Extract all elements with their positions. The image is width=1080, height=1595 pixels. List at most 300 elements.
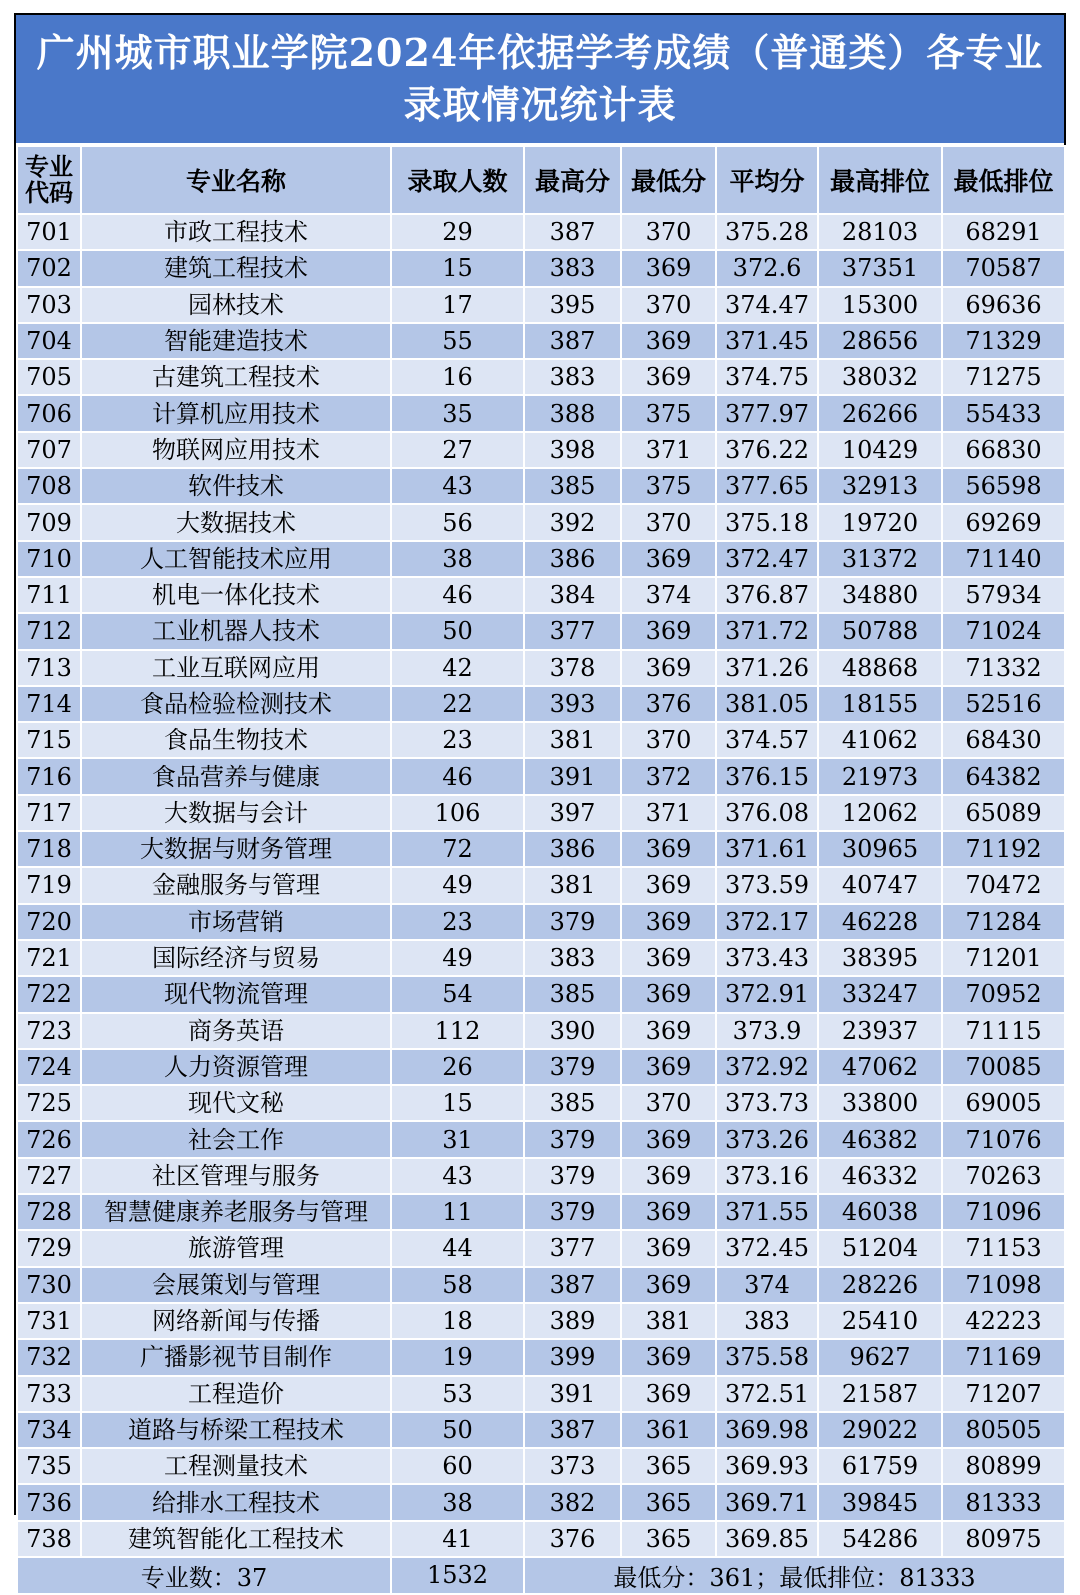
cell-max-score: 383: [524, 250, 621, 286]
cell-code: 715: [17, 722, 81, 758]
cell-avg-score: 372.92: [716, 1049, 818, 1085]
cell-max-rank: 26266: [818, 395, 942, 431]
table-row: [17, 758, 1065, 794]
cell-avg-score: 374: [716, 1267, 818, 1303]
cell-admitted: 29: [391, 214, 524, 250]
cell-admitted: 50: [391, 613, 524, 649]
cell-admitted: 50: [391, 1412, 524, 1448]
table-row: [17, 686, 1065, 722]
table-row: [17, 287, 1065, 323]
cell-max-score: 377: [524, 1230, 621, 1266]
cell-name: 市场营销: [81, 904, 391, 940]
cell-min-score: 370: [621, 287, 716, 323]
cell-max-rank: 38395: [818, 940, 942, 976]
cell-min-rank: 55433: [942, 395, 1065, 431]
cell-admitted: 19: [391, 1339, 524, 1375]
cell-min-rank: 80899: [942, 1448, 1065, 1484]
cell-name: 工业机器人技术: [81, 613, 391, 649]
cell-max-rank: 28226: [818, 1267, 942, 1303]
cell-code: 735: [17, 1448, 81, 1484]
footer-summary: 最低分：361；最低排位：81333: [524, 1557, 1065, 1594]
cell-min-score: 365: [621, 1521, 716, 1557]
cell-code: 736: [17, 1484, 81, 1520]
cell-avg-score: 372.17: [716, 904, 818, 940]
cell-avg-score: 371.61: [716, 831, 818, 867]
cell-max-score: 397: [524, 795, 621, 831]
cell-admitted: 23: [391, 722, 524, 758]
footer-total-admitted: 1532: [391, 1557, 524, 1594]
cell-avg-score: 381.05: [716, 686, 818, 722]
cell-min-score: 369: [621, 867, 716, 903]
cell-max-rank: 18155: [818, 686, 942, 722]
table-row: [17, 323, 1065, 359]
cell-code: 705: [17, 359, 81, 395]
cell-name: 食品营养与健康: [81, 758, 391, 794]
cell-min-score: 369: [621, 323, 716, 359]
cell-code: 730: [17, 1267, 81, 1303]
header-max-rank: 最高排位: [818, 146, 942, 214]
admission-table: [16, 145, 1066, 1595]
cell-min-rank: 70263: [942, 1158, 1065, 1194]
table-row: [17, 613, 1065, 649]
cell-min-rank: 71096: [942, 1194, 1065, 1230]
cell-avg-score: 371.55: [716, 1194, 818, 1230]
cell-avg-score: 374.57: [716, 722, 818, 758]
cell-min-rank: 57934: [942, 577, 1065, 613]
cell-avg-score: 373.16: [716, 1158, 818, 1194]
cell-max-rank: 51204: [818, 1230, 942, 1266]
cell-name: 大数据与会计: [81, 795, 391, 831]
cell-min-rank: 52516: [942, 686, 1065, 722]
cell-code: 708: [17, 468, 81, 504]
cell-max-rank: 9627: [818, 1339, 942, 1375]
cell-avg-score: 376.87: [716, 577, 818, 613]
cell-admitted: 11: [391, 1194, 524, 1230]
cell-avg-score: 371.45: [716, 323, 818, 359]
cell-avg-score: 369.93: [716, 1448, 818, 1484]
cell-admitted: 23: [391, 904, 524, 940]
cell-max-rank: 28103: [818, 214, 942, 250]
cell-min-score: 371: [621, 432, 716, 468]
cell-max-score: 393: [524, 686, 621, 722]
table-row: [17, 1303, 1065, 1339]
cell-name: 软件技术: [81, 468, 391, 504]
cell-min-rank: 65089: [942, 795, 1065, 831]
header-admitted: 录取人数: [391, 146, 524, 214]
cell-min-rank: 68291: [942, 214, 1065, 250]
cell-min-rank: 69636: [942, 287, 1065, 323]
cell-max-score: 387: [524, 1267, 621, 1303]
cell-name: 现代文秘: [81, 1085, 391, 1121]
cell-code: 710: [17, 541, 81, 577]
cell-max-rank: 46382: [818, 1121, 942, 1157]
cell-min-rank: 42223: [942, 1303, 1065, 1339]
table-body: [17, 214, 1065, 1557]
cell-code: 704: [17, 323, 81, 359]
cell-name: 会展策划与管理: [81, 1267, 391, 1303]
cell-min-score: 369: [621, 1376, 716, 1412]
cell-code: 724: [17, 1049, 81, 1085]
cell-admitted: 26: [391, 1049, 524, 1085]
cell-max-rank: 33800: [818, 1085, 942, 1121]
cell-max-score: 379: [524, 1194, 621, 1230]
cell-min-score: 369: [621, 1267, 716, 1303]
cell-min-score: 371: [621, 795, 716, 831]
cell-admitted: 58: [391, 1267, 524, 1303]
cell-min-rank: 71076: [942, 1121, 1065, 1157]
cell-code: 707: [17, 432, 81, 468]
cell-admitted: 106: [391, 795, 524, 831]
cell-max-rank: 48868: [818, 650, 942, 686]
cell-max-score: 379: [524, 904, 621, 940]
cell-admitted: 53: [391, 1376, 524, 1412]
cell-avg-score: 371.72: [716, 613, 818, 649]
cell-code: 725: [17, 1085, 81, 1121]
table-row: [17, 867, 1065, 903]
cell-name: 网络新闻与传播: [81, 1303, 391, 1339]
cell-code: 722: [17, 976, 81, 1012]
cell-code: 738: [17, 1521, 81, 1557]
cell-code: 716: [17, 758, 81, 794]
cell-min-rank: 71153: [942, 1230, 1065, 1266]
cell-min-score: 374: [621, 577, 716, 613]
cell-min-score: 369: [621, 1230, 716, 1266]
cell-avg-score: 374.75: [716, 359, 818, 395]
table-row: [17, 577, 1065, 613]
cell-max-score: 376: [524, 1521, 621, 1557]
cell-max-score: 378: [524, 650, 621, 686]
table-row: [17, 432, 1065, 468]
cell-avg-score: 375.18: [716, 504, 818, 540]
cell-min-score: 369: [621, 1121, 716, 1157]
cell-max-score: 383: [524, 940, 621, 976]
table-row: [17, 1013, 1065, 1049]
cell-avg-score: 376.15: [716, 758, 818, 794]
table-row: [17, 831, 1065, 867]
cell-min-score: 370: [621, 214, 716, 250]
cell-min-score: 369: [621, 541, 716, 577]
cell-max-score: 387: [524, 214, 621, 250]
cell-min-rank: 70952: [942, 976, 1065, 1012]
cell-code: 711: [17, 577, 81, 613]
table-row: [17, 1194, 1065, 1230]
cell-avg-score: 372.6: [716, 250, 818, 286]
cell-min-score: 369: [621, 1013, 716, 1049]
header-row: [17, 146, 1065, 214]
cell-max-score: 377: [524, 613, 621, 649]
cell-avg-score: 377.97: [716, 395, 818, 431]
cell-code: 703: [17, 287, 81, 323]
cell-admitted: 15: [391, 1085, 524, 1121]
cell-min-rank: 71275: [942, 359, 1065, 395]
cell-max-score: 387: [524, 323, 621, 359]
cell-min-rank: 71140: [942, 541, 1065, 577]
cell-max-score: 390: [524, 1013, 621, 1049]
cell-min-score: 369: [621, 831, 716, 867]
cell-max-rank: 34880: [818, 577, 942, 613]
cell-code: 726: [17, 1121, 81, 1157]
cell-name: 人力资源管理: [81, 1049, 391, 1085]
cell-name: 市政工程技术: [81, 214, 391, 250]
header-max-score: 最高分: [524, 146, 621, 214]
cell-min-score: 369: [621, 1194, 716, 1230]
cell-min-rank: 66830: [942, 432, 1065, 468]
cell-avg-score: 375.58: [716, 1339, 818, 1375]
cell-min-rank: 71192: [942, 831, 1065, 867]
cell-min-rank: 70472: [942, 867, 1065, 903]
cell-max-rank: 30965: [818, 831, 942, 867]
cell-min-score: 369: [621, 940, 716, 976]
cell-max-score: 373: [524, 1448, 621, 1484]
cell-max-score: 391: [524, 758, 621, 794]
cell-code: 718: [17, 831, 81, 867]
cell-avg-score: 376.22: [716, 432, 818, 468]
cell-admitted: 38: [391, 541, 524, 577]
cell-name: 食品生物技术: [81, 722, 391, 758]
cell-avg-score: 371.26: [716, 650, 818, 686]
cell-min-score: 369: [621, 904, 716, 940]
cell-code: 714: [17, 686, 81, 722]
table-row: [17, 468, 1065, 504]
cell-min-rank: 71329: [942, 323, 1065, 359]
table-row: [17, 359, 1065, 395]
cell-min-score: 365: [621, 1448, 716, 1484]
cell-name: 大数据与财务管理: [81, 831, 391, 867]
cell-max-rank: 21973: [818, 758, 942, 794]
cell-max-score: 382: [524, 1484, 621, 1520]
cell-min-score: 370: [621, 504, 716, 540]
cell-min-score: 376: [621, 686, 716, 722]
cell-admitted: 17: [391, 287, 524, 323]
cell-max-rank: 12062: [818, 795, 942, 831]
cell-max-score: 398: [524, 432, 621, 468]
cell-admitted: 49: [391, 940, 524, 976]
cell-code: 712: [17, 613, 81, 649]
cell-name: 给排水工程技术: [81, 1484, 391, 1520]
cell-max-score: 386: [524, 831, 621, 867]
cell-code: 701: [17, 214, 81, 250]
cell-code: 719: [17, 867, 81, 903]
cell-name: 人工智能技术应用: [81, 541, 391, 577]
cell-min-rank: 71169: [942, 1339, 1065, 1375]
cell-name: 物联网应用技术: [81, 432, 391, 468]
cell-avg-score: 375.28: [716, 214, 818, 250]
table-row: [17, 1448, 1065, 1484]
table-row: [17, 1158, 1065, 1194]
cell-min-score: 369: [621, 650, 716, 686]
cell-avg-score: 372.45: [716, 1230, 818, 1266]
cell-admitted: 72: [391, 831, 524, 867]
cell-admitted: 46: [391, 758, 524, 794]
cell-avg-score: 373.59: [716, 867, 818, 903]
cell-admitted: 43: [391, 1158, 524, 1194]
cell-name: 古建筑工程技术: [81, 359, 391, 395]
cell-avg-score: 369.71: [716, 1484, 818, 1520]
cell-max-score: 385: [524, 468, 621, 504]
cell-code: 709: [17, 504, 81, 540]
header-name: 专业名称: [81, 146, 391, 214]
cell-admitted: 16: [391, 359, 524, 395]
cell-min-rank: 69005: [942, 1085, 1065, 1121]
cell-admitted: 22: [391, 686, 524, 722]
cell-min-rank: 64382: [942, 758, 1065, 794]
cell-min-score: 365: [621, 1484, 716, 1520]
table-row: [17, 250, 1065, 286]
cell-code: 729: [17, 1230, 81, 1266]
table-title: 广州城市职业学院2024年依据学考成绩（普通类）各专业录取情况统计表: [16, 15, 1064, 145]
cell-max-score: 379: [524, 1049, 621, 1085]
cell-avg-score: 383: [716, 1303, 818, 1339]
cell-min-rank: 71024: [942, 613, 1065, 649]
cell-name: 广播影视节目制作: [81, 1339, 391, 1375]
cell-min-score: 375: [621, 395, 716, 431]
header-min-score: 最低分: [621, 146, 716, 214]
cell-name: 计算机应用技术: [81, 395, 391, 431]
cell-name: 道路与桥梁工程技术: [81, 1412, 391, 1448]
cell-name: 社会工作: [81, 1121, 391, 1157]
table-row: [17, 1085, 1065, 1121]
cell-max-score: 379: [524, 1121, 621, 1157]
cell-admitted: 18: [391, 1303, 524, 1339]
cell-name: 金融服务与管理: [81, 867, 391, 903]
table-row: [17, 1121, 1065, 1157]
cell-code: 732: [17, 1339, 81, 1375]
cell-max-rank: 46038: [818, 1194, 942, 1230]
cell-avg-score: 372.91: [716, 976, 818, 1012]
cell-max-rank: 41062: [818, 722, 942, 758]
header-min-rank: 最低排位: [942, 146, 1065, 214]
table-row: [17, 795, 1065, 831]
cell-admitted: 27: [391, 432, 524, 468]
cell-name: 建筑智能化工程技术: [81, 1521, 391, 1557]
cell-min-score: 369: [621, 613, 716, 649]
cell-avg-score: 374.47: [716, 287, 818, 323]
table-frame: [14, 13, 1066, 1592]
cell-min-score: 369: [621, 1339, 716, 1375]
table-row: [17, 1521, 1065, 1557]
cell-max-rank: 15300: [818, 287, 942, 323]
table-row: [17, 904, 1065, 940]
cell-max-score: 383: [524, 359, 621, 395]
cell-min-rank: 71115: [942, 1013, 1065, 1049]
table-row: [17, 1230, 1065, 1266]
cell-code: 702: [17, 250, 81, 286]
cell-max-score: 379: [524, 1158, 621, 1194]
cell-max-rank: 31372: [818, 541, 942, 577]
cell-admitted: 56: [391, 504, 524, 540]
cell-code: 721: [17, 940, 81, 976]
cell-admitted: 55: [391, 323, 524, 359]
cell-max-rank: 25410: [818, 1303, 942, 1339]
cell-code: 731: [17, 1303, 81, 1339]
cell-name: 工业互联网应用: [81, 650, 391, 686]
cell-max-score: 386: [524, 541, 621, 577]
cell-name: 建筑工程技术: [81, 250, 391, 286]
cell-max-rank: 21587: [818, 1376, 942, 1412]
header-avg-score: 平均分: [716, 146, 818, 214]
table-row: [17, 504, 1065, 540]
cell-avg-score: 376.08: [716, 795, 818, 831]
cell-min-score: 369: [621, 1158, 716, 1194]
cell-min-score: 369: [621, 359, 716, 395]
cell-admitted: 49: [391, 867, 524, 903]
cell-min-rank: 71098: [942, 1267, 1065, 1303]
cell-max-score: 395: [524, 287, 621, 323]
footer-count: 专业数：37: [17, 1557, 391, 1594]
cell-max-rank: 29022: [818, 1412, 942, 1448]
cell-admitted: 44: [391, 1230, 524, 1266]
cell-avg-score: 373.9: [716, 1013, 818, 1049]
cell-code: 713: [17, 650, 81, 686]
table-row: [17, 541, 1065, 577]
table-row: [17, 1376, 1065, 1412]
table-row: [17, 940, 1065, 976]
cell-max-rank: 28656: [818, 323, 942, 359]
cell-name: 社区管理与服务: [81, 1158, 391, 1194]
cell-admitted: 54: [391, 976, 524, 1012]
cell-min-rank: 71201: [942, 940, 1065, 976]
cell-max-score: 389: [524, 1303, 621, 1339]
cell-code: 728: [17, 1194, 81, 1230]
cell-admitted: 31: [391, 1121, 524, 1157]
cell-admitted: 41: [391, 1521, 524, 1557]
cell-min-score: 369: [621, 976, 716, 1012]
cell-max-rank: 61759: [818, 1448, 942, 1484]
cell-admitted: 112: [391, 1013, 524, 1049]
cell-name: 现代物流管理: [81, 976, 391, 1012]
cell-name: 智慧健康养老服务与管理: [81, 1194, 391, 1230]
cell-avg-score: 377.65: [716, 468, 818, 504]
cell-max-score: 387: [524, 1412, 621, 1448]
cell-max-score: 385: [524, 1085, 621, 1121]
cell-admitted: 60: [391, 1448, 524, 1484]
cell-max-rank: 46332: [818, 1158, 942, 1194]
cell-name: 旅游管理: [81, 1230, 391, 1266]
cell-max-rank: 32913: [818, 468, 942, 504]
cell-name: 食品检验检测技术: [81, 686, 391, 722]
cell-min-score: 370: [621, 1085, 716, 1121]
cell-max-score: 388: [524, 395, 621, 431]
cell-min-rank: 80975: [942, 1521, 1065, 1557]
cell-name: 商务英语: [81, 1013, 391, 1049]
cell-min-score: 370: [621, 722, 716, 758]
cell-max-rank: 54286: [818, 1521, 942, 1557]
cell-name: 智能建造技术: [81, 323, 391, 359]
cell-min-rank: 80505: [942, 1412, 1065, 1448]
cell-name: 园林技术: [81, 287, 391, 323]
cell-max-rank: 38032: [818, 359, 942, 395]
cell-name: 大数据技术: [81, 504, 391, 540]
cell-max-score: 381: [524, 867, 621, 903]
table-row: [17, 1339, 1065, 1375]
cell-max-score: 385: [524, 976, 621, 1012]
cell-avg-score: 373.43: [716, 940, 818, 976]
cell-admitted: 43: [391, 468, 524, 504]
cell-min-rank: 71284: [942, 904, 1065, 940]
cell-name: 工程造价: [81, 1376, 391, 1412]
cell-min-rank: 70587: [942, 250, 1065, 286]
cell-avg-score: 372.47: [716, 541, 818, 577]
cell-code: 727: [17, 1158, 81, 1194]
cell-min-score: 361: [621, 1412, 716, 1448]
header-code: 专业代码: [17, 146, 81, 214]
cell-admitted: 15: [391, 250, 524, 286]
cell-min-rank: 56598: [942, 468, 1065, 504]
cell-min-rank: 71207: [942, 1376, 1065, 1412]
cell-max-score: 381: [524, 722, 621, 758]
cell-max-rank: 47062: [818, 1049, 942, 1085]
cell-max-score: 399: [524, 1339, 621, 1375]
